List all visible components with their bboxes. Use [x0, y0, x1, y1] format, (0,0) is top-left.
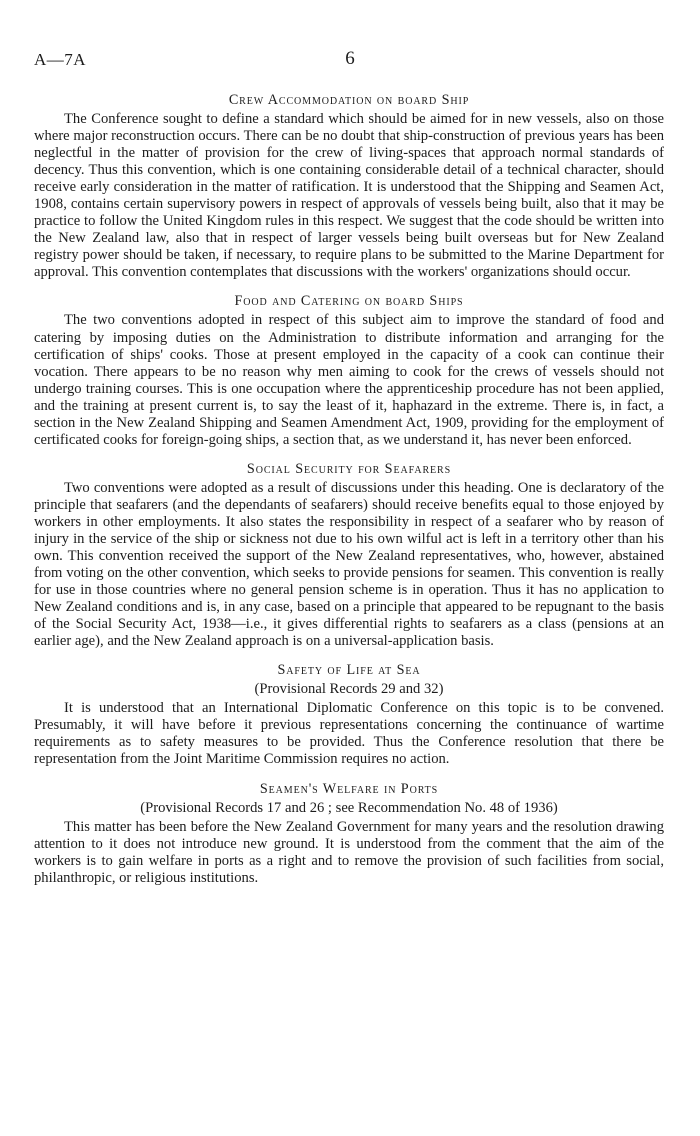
section-seamens-welfare: [34, 781, 664, 887]
section-heading: Safety of Life at Sea: [277, 662, 421, 679]
section-social-security: [34, 461, 664, 650]
document-body: [34, 92, 664, 899]
section-heading: Food and Catering on board Ships: [234, 293, 464, 310]
page-number: 6: [345, 48, 355, 69]
section-heading: Social Security for Seafarers: [246, 460, 452, 477]
section-subheading: (Provisional Records 17 and 26 ; see Recommendation No. 48 of 1936): [140, 799, 558, 816]
section-heading: Seamen's Welfare in Ports: [259, 780, 439, 797]
section-paragraph: The two conventions adopted in respect of this subject aim to improve the standard of food and catering by imposing duties on the Administration to distribute information and arranging for the certification of ships' cooks. Those at present employed in the capacity of a cook can continue their vocation. There appears to be no reason why men aiming to cook for the crews of vessels should not undergo training courses. This is one occupation where the apprenticeship procedure has not been applied, and the training at present current is, to say the least of it, haphazard in the extreme. There is, in fact, a section in the New Zealand Shipping and Seamen Amendment Act, 1909, providing for the employment of certificated cooks for foreign-going ships, a section that, as we understand it, has never been enforced.: [34, 312, 664, 448]
section-paragraph: Two conventions were adopted as a result of discussions under this heading. One is declaratory of the principle that seafarers (and the dependants of seafarers) should receive benefits equal to those enjoyed by workers in other employments. It also states the responsibility in respect of a seafarer who by reason of injury in the service of the ship or sickness not due to his own wilful act is left in a territory other than his own. This convention received the support of the New Zealand representatives, who, however, abstained from voting on the other convention, which seeks to provide pensions for seamen. This convention is really for use in those countries where no general pension scheme is in operation. Thus it has no application to New Zealand conditions and is, in any case, based on a principle that appeared to be repugnant to the basis of the Social Security Act, 1938—i.e., it gives differential rights to seafarers as a class (pensions at an earlier age), and the New Zealand approach is on a universal-application basis.: [34, 479, 664, 650]
section-paragraph: This matter has been before the New Zealand Government for many years and the resolution drawing attention to it does not introduce new ground. It is understood from the comment that the aim of the workers is to gain welfare in ports as a right and to remove the provision of such facilities from social, philanthropic, or religious institutions.: [34, 818, 664, 886]
section-crew-accommodation: [34, 92, 664, 281]
section-heading: Crew Accommodation on board Ship: [228, 92, 470, 108]
section-paragraph: It is understood that an International Diplomatic Conference on this topic is to be convened. Presumably, it will have before it previous representations concerning the continuance of wartime requirements as to safety measures to be provided. Thus the Conference resolution that there be representation from the Joint Maritime Commission requires no action.: [34, 700, 664, 768]
section-food-catering: [34, 293, 664, 448]
section-subheading: (Provisional Records 29 and 32): [254, 681, 444, 698]
document-reference: A—7A: [34, 50, 87, 69]
section-paragraph: The Conference sought to define a standard which should be aimed for in new vessels, also on those where major reconstruction occurs. There can be no doubt that ship-construction of previous years has been neglectful in the matter of provision for the crew of living-spaces that approach normal standards of decency. Thus this convention, which is one containing considerable detail of a technical character, should receive early consideration in the matter of ratification. It is understood that the Shipping and Seamen Act, 1908, contains certain supervisory powers in respect of approvals of vessels being built, also that it may be practice to follow the United Kingdom rules in this respect. We suggest that the code should be written into the New Zealand law, also that in respect of larger vessels being built overseas but for New Zealand registry power should be taken, if necessary, to require plans to be submitted to the Marine Department for approval. This convention contemplates that discussions with the workers' organizations should occur.: [34, 111, 664, 281]
section-safety-of-life: [34, 662, 664, 768]
